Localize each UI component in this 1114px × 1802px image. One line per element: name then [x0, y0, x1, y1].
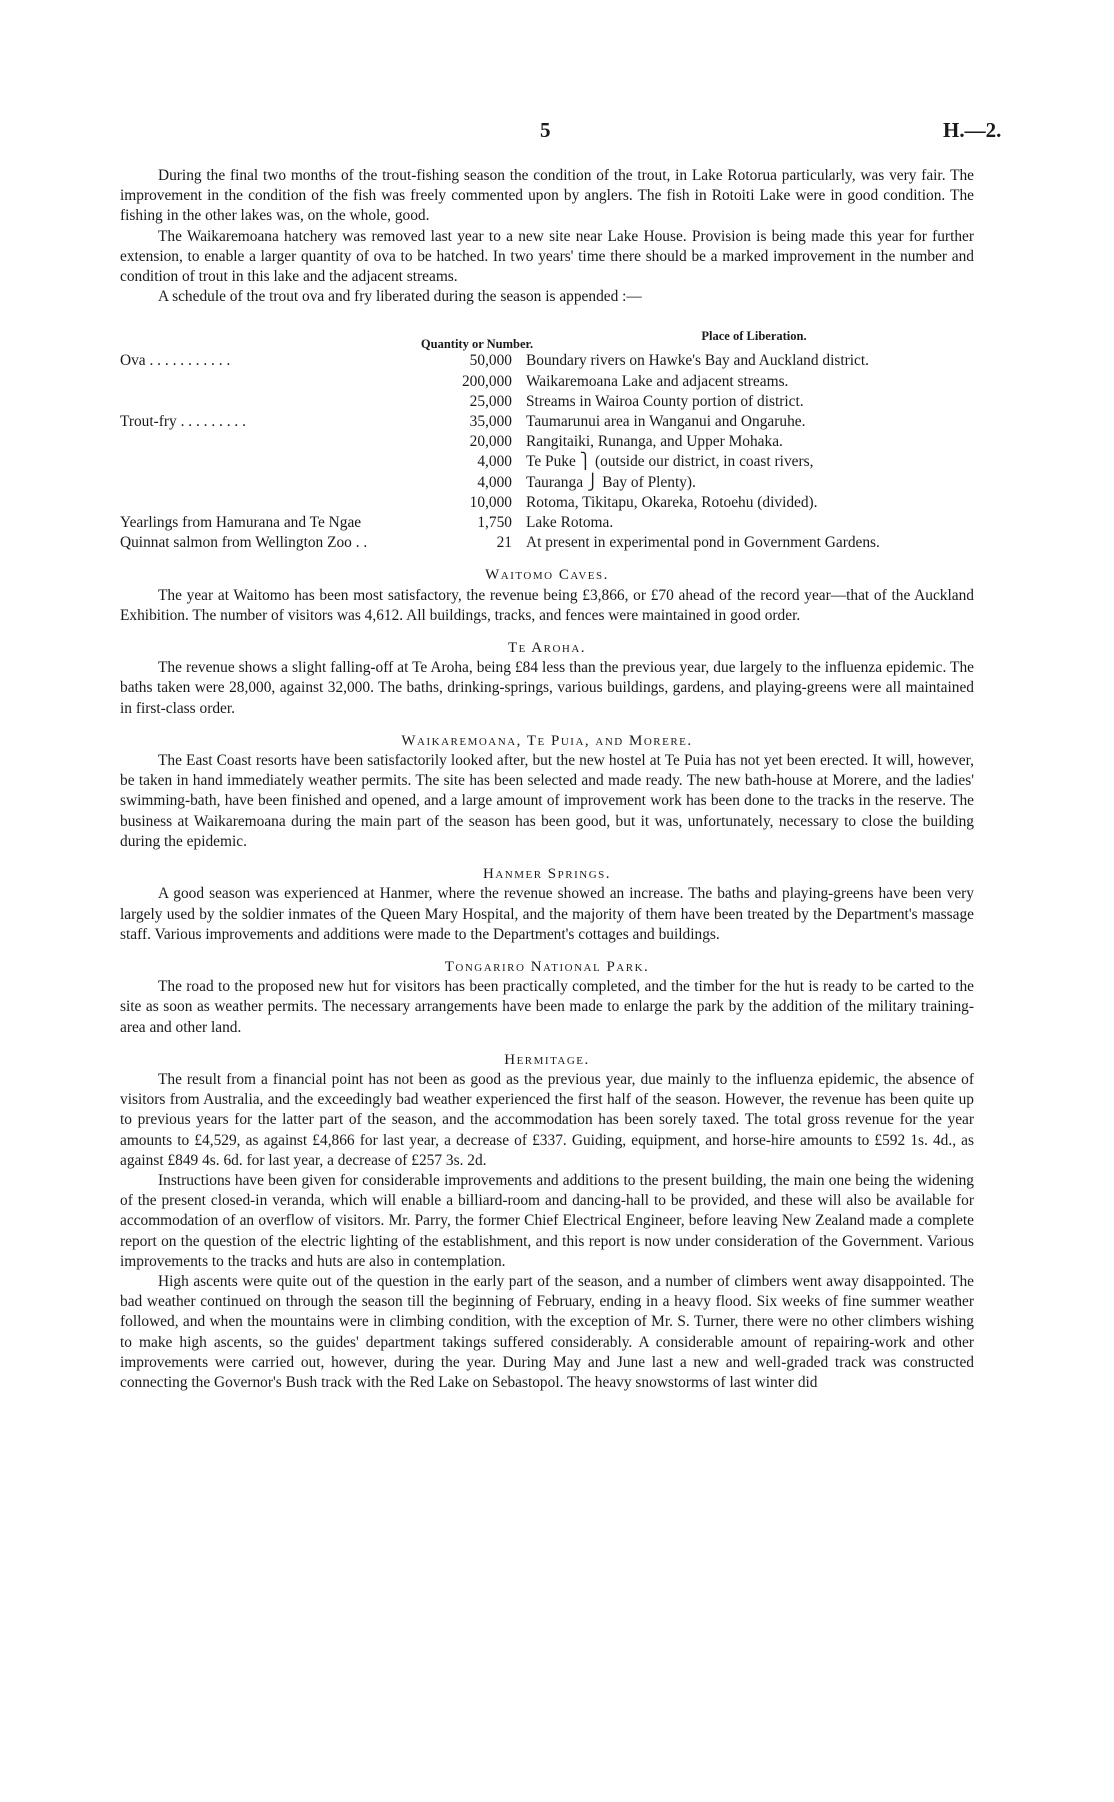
row-item: Quinnat salmon from Wellington Zoo . .: [120, 534, 368, 552]
section-paragraph: The East Coast resorts have been satisfactorily looked after, but the new hostel at Te Puia has not yet been erected. It will, however, be taken in hand immediately weather permits. The site has been selected and made ready. The new bath-house at Morere, and the ladies' swimming-bath, have been finished and opened, and a large amount of improvement work has been done to the tracks in the reserve. The business at Waikaremoana during the main part of the season has been good, but it was, unfortunately, necessary to close the building during the epidemic.: [120, 752, 974, 850]
row-item: [120, 473, 420, 493]
table-row: [120, 372, 974, 392]
row-quantity: 25,000: [469, 392, 512, 410]
row-place: Te Puke ⎫ (outside our district, in coast rivers,: [526, 453, 814, 471]
row-quantity: 4,000: [477, 453, 512, 471]
row-item: [120, 493, 420, 513]
row-item: [120, 452, 420, 472]
intro-paragraph: A schedule of the trout ova and fry liberated during the season is appended :—: [158, 288, 642, 306]
section-heading-waikaremoana: Waikaremoana, Te Puia, and Morere.: [401, 732, 693, 749]
section-paragraph: The road to the proposed new hut for visitors has been practically completed, and the timber for the hut is ready to be carted to the site as soon as weather permits. The necessary arrangements have been made to enlarge the park by the addition of the military training-area and other land.: [120, 978, 974, 1036]
section-paragraph: The revenue shows a slight falling-off at Te Aroha, being £84 less than the previous year, due largely to the influenza epidemic. The baths taken were 28,000, against 32,000. The baths, drinking-springs, various buildings, gardens, and playing-greens were all maintained in first-class order.: [120, 659, 974, 717]
table-row: [120, 473, 974, 493]
body-column: [120, 166, 974, 1393]
section-paragraph: The result from a financial point has not been as good as the previous year, due mainly to the influenza epidemic, the absence of visitors from Australia, and the exceedingly bad weather experienced the first half of the season. However, the revenue has been quite up to previous years for the latter part of the season, and the accommodation has been sorely taxed. The total gross revenue for the year amounts to £4,529, as against £4,866 for last year, a decrease of £337. Guiding, equipment, and horse-hire amounts to £592 1s. 4d., as against £849 4s. 6d. for last year, a decrease of £257 3s. 2d.: [120, 1070, 974, 1169]
row-quantity: 1,750: [477, 514, 512, 532]
section-paragraph: Instructions have been given for considerable improvements and additions to the present building, the main one being the widening of the present closed-in veranda, which will enable a billiard-room and dancing-hall to be provided, and these will also be available for accommodation of an overflow of visitors. Mr. Parry, the former Chief Electrical Engineer, before leaving New Zealand made a complete report on the question of the electric lighting of the establishment, and this report is now under consideration of the Government. Various improvements to the tracks and huts are also in contemplation.: [120, 1171, 974, 1270]
section-heading-hanmer: Hanmer Springs.: [482, 866, 612, 883]
row-place: Waikaremoana Lake and adjacent streams.: [526, 372, 789, 390]
row-place: Streams in Wairoa County portion of district.: [526, 392, 804, 410]
header-place: Place of Liberation.: [701, 329, 807, 344]
document-reference: H.—2.: [943, 118, 1002, 142]
row-quantity: 21: [496, 534, 512, 552]
section-heading-tongariro: Tongariro National Park.: [444, 958, 650, 975]
row-item: [120, 372, 420, 392]
section-heading-te-aroha: Te Aroha.: [507, 640, 587, 657]
row-place: Rotoma, Tikitapu, Okareka, Rotoehu (divided).: [526, 493, 818, 511]
header-quantity: Quantity or Number.: [420, 337, 534, 352]
row-place: Tauranga ⎭ Bay of Plenty).: [526, 473, 696, 491]
row-quantity: 20,000: [469, 433, 512, 451]
row-place: Boundary rivers on Hawke's Bay and Auckland district.: [526, 352, 870, 370]
row-quantity: 35,000: [469, 413, 512, 431]
row-quantity: 10,000: [469, 493, 512, 511]
row-item: Trout-fry . . . . . . . . .: [120, 413, 246, 431]
section-paragraph: High ascents were quite out of the question in the early part of the season, and a number of climbers went away disappointed. The bad weather continued on through the season till the beginning of February, ending in a heavy flood. Six weeks of fine summer weather followed, and when the mountains were in climbing condition, with the exception of Mr. S. Turner, there were no other climbers wishing to make high ascents, so the guides' department takings suffered considerably. A considerable amount of repairing-work and other improvements were carried out, however, during the year. During May and June last a new and well-graded track was constructed connecting the Governor's Bush track with the Red Lake on Sebastopol. The heavy snowstorms of last winter did: [120, 1272, 974, 1391]
page-number: 5: [540, 118, 551, 142]
row-quantity: 50,000: [469, 352, 512, 370]
row-item: Ova . . . . . . . . . . .: [120, 352, 231, 370]
row-item: Yearlings from Hamurana and Te Ngae: [120, 514, 362, 532]
row-place: Lake Rotoma.: [526, 514, 614, 532]
schedule-table: [120, 307, 974, 553]
table-row: [120, 392, 974, 412]
section-heading-waitomo: Waitomo Caves.: [485, 567, 609, 584]
section-paragraph: A good season was experienced at Hanmer, where the revenue showed an increase. The baths and playing-greens have been very largely used by the soldier inmates of the Queen Mary Hospital, and the majority of them have been treated by the Department's massage staff. Various improvements and additions were made to the Department's cottages and buildings.: [120, 885, 974, 943]
row-quantity: 4,000: [477, 473, 512, 491]
table-row: [120, 432, 974, 452]
intro-paragraph: During the final two months of the trout-fishing season the condition of the trout, in Lake Rotorua particularly, was very fair. The improvement in the condition of the fish was freely commented upon by anglers. The fish in Rotoiti Lake were in good condition. The fishing in the other lakes was, on the whole, good.: [120, 167, 974, 225]
table-row: [120, 493, 974, 513]
table-row: [120, 452, 974, 472]
schedule-header: [120, 307, 974, 351]
section-heading-hermitage: Hermitage.: [504, 1051, 590, 1068]
table-row: [120, 351, 974, 371]
row-place: Rangitaiki, Runanga, and Upper Mohaka.: [526, 433, 783, 451]
row-item: [120, 392, 420, 412]
row-place: Taumarunui area in Wanganui and Ongaruhe.: [526, 413, 806, 431]
table-row: [120, 513, 974, 533]
row-place: At present in experimental pond in Government Gardens.: [526, 534, 880, 552]
section-paragraph: The year at Waitomo has been most satisfactory, the revenue being £3,866, or £70 ahead of the record year—that of the Auckland Exhibition. The number of visitors was 4,612. All buildings, tracks, and fences were maintained in good order.: [120, 586, 974, 624]
row-item: [120, 432, 420, 452]
table-row: [120, 412, 974, 432]
intro-paragraph: The Waikaremoana hatchery was removed last year to a new site near Lake House. Provision is being made this year for further extension, to enable a larger quantity of ova to be hatched. In two years' time there should be a marked improvement in the number and condition of trout in this lake and the adjacent streams.: [120, 227, 974, 286]
table-row: [120, 533, 974, 553]
row-quantity: 200,000: [461, 372, 512, 390]
